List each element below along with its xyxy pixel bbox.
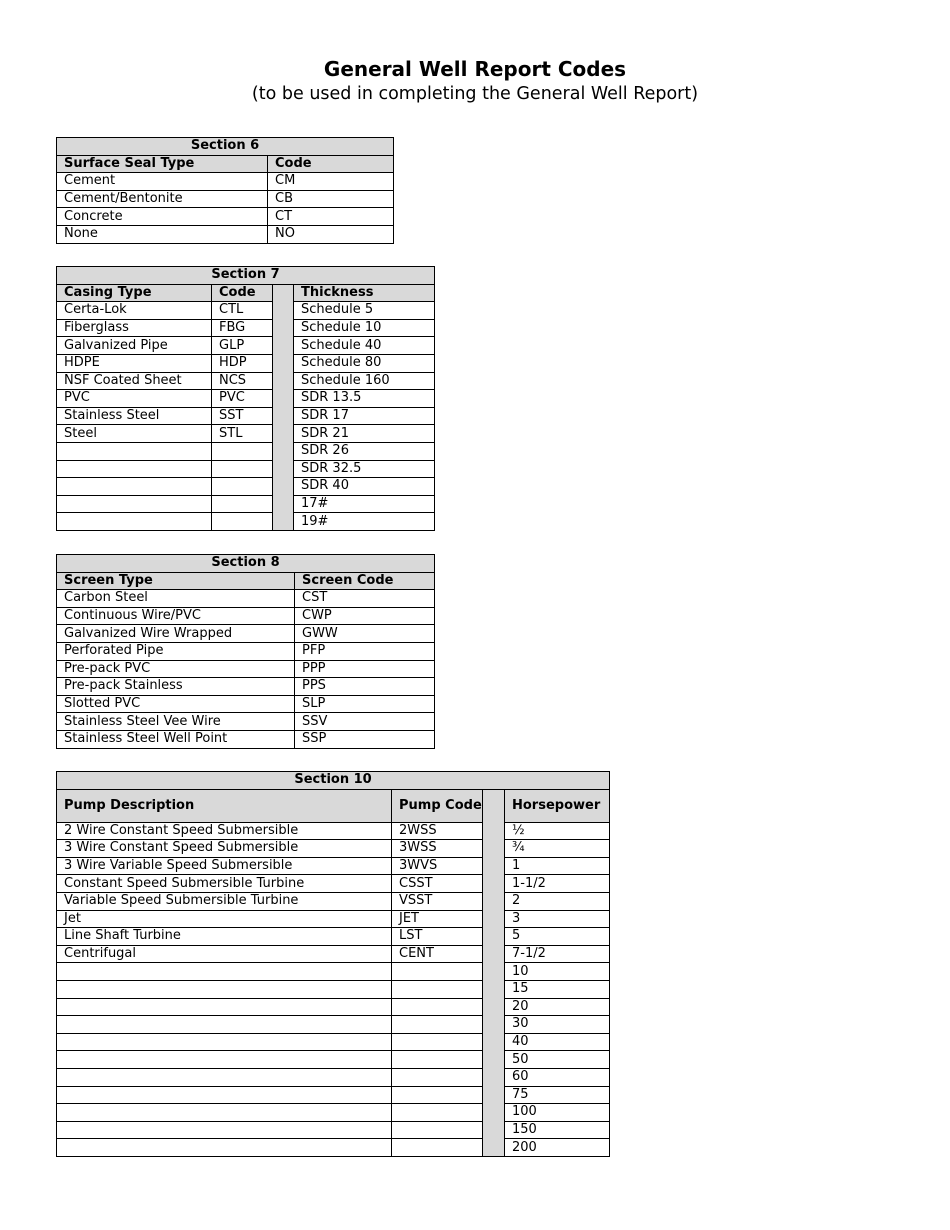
column-spacer (483, 980, 505, 998)
section-6-table (56, 137, 394, 244)
table-cell: Schedule 5 (294, 302, 435, 320)
table-row (57, 625, 435, 643)
table-row (57, 1104, 610, 1122)
table-row (57, 660, 435, 678)
table-row (57, 1051, 610, 1069)
table-cell: SDR 32.5 (294, 460, 435, 478)
column-spacer (483, 857, 505, 875)
table-cell: PVC (57, 390, 212, 408)
table-cell: NO (268, 225, 394, 243)
page-title: General Well Report Codes (323, 57, 627, 81)
table-row (57, 372, 435, 390)
table-cell: 17# (294, 495, 435, 513)
table-cell: CM (268, 173, 394, 191)
table-cell: Schedule 10 (294, 319, 435, 337)
table-cell: Schedule 160 (294, 372, 435, 390)
column-spacer (483, 1051, 505, 1069)
table-row (57, 822, 610, 840)
table-row (57, 442, 435, 460)
column-spacer (483, 789, 505, 822)
table-cell: Pre-pack Stainless (57, 678, 295, 696)
table-row (57, 495, 435, 513)
table-row (57, 857, 610, 875)
table-cell: CST (295, 590, 435, 608)
table-row (57, 1033, 610, 1051)
table-cell: 3 Wire Variable Speed Submersible (57, 857, 392, 875)
table-cell: Stainless Steel Well Point (57, 730, 295, 748)
table-cell (392, 998, 483, 1016)
table-cell (392, 963, 483, 981)
table-row (57, 302, 435, 320)
table-cell: SDR 40 (294, 478, 435, 496)
column-spacer (483, 928, 505, 946)
table-cell: CT (268, 208, 394, 226)
table-cell: Pre-pack PVC (57, 660, 295, 678)
table-cell: 40 (505, 1033, 610, 1051)
table-cell (57, 980, 392, 998)
table-cell (392, 1033, 483, 1051)
section-10-table (56, 771, 610, 1157)
header-horsepower: Horsepower (505, 789, 610, 822)
table-cell: Stainless Steel Vee Wire (57, 713, 295, 731)
table-cell (212, 513, 273, 531)
table-cell: 150 (505, 1121, 610, 1139)
column-spacer (273, 337, 294, 355)
table-cell: GWW (295, 625, 435, 643)
table-cell: SSP (295, 730, 435, 748)
table-cell: 75 (505, 1086, 610, 1104)
table-cell (57, 460, 212, 478)
table-cell: CB (268, 190, 394, 208)
table-cell (57, 998, 392, 1016)
table-row (57, 730, 435, 748)
table-cell (392, 1104, 483, 1122)
table-row (57, 225, 394, 243)
table-cell: NSF Coated Sheet (57, 372, 212, 390)
table-cell: 10 (505, 963, 610, 981)
table-cell: LST (392, 928, 483, 946)
table-cell: SLP (295, 695, 435, 713)
column-spacer (273, 302, 294, 320)
column-spacer (273, 513, 294, 531)
table-row (57, 963, 610, 981)
table-cell: Slotted PVC (57, 695, 295, 713)
column-spacer (483, 998, 505, 1016)
header-surface-seal-type: Surface Seal Type (57, 155, 268, 173)
table-cell: Concrete (57, 208, 268, 226)
table-cell: Galvanized Wire Wrapped (57, 625, 295, 643)
table-cell: CWP (295, 607, 435, 625)
table-cell (57, 442, 212, 460)
table-cell (392, 1051, 483, 1069)
table-cell: HDP (212, 354, 273, 372)
table-cell: 3WSS (392, 840, 483, 858)
table-cell: SST (212, 407, 273, 425)
table-cell: Variable Speed Submersible Turbine (57, 892, 392, 910)
table-row (57, 478, 435, 496)
table-row (57, 892, 610, 910)
table-cell: PFP (295, 642, 435, 660)
column-spacer (273, 495, 294, 513)
section-8-title: Section 8 (57, 555, 435, 573)
table-cell: 30 (505, 1016, 610, 1034)
column-spacer (483, 1086, 505, 1104)
table-cell: 2 (505, 892, 610, 910)
table-cell: None (57, 225, 268, 243)
table-row (57, 1086, 610, 1104)
table-cell: Schedule 80 (294, 354, 435, 372)
table-cell: HDPE (57, 354, 212, 372)
table-cell: Certa-Lok (57, 302, 212, 320)
table-cell: Cement (57, 173, 268, 191)
table-cell: SSV (295, 713, 435, 731)
table-row (57, 945, 610, 963)
table-row (57, 607, 435, 625)
header-casing-type: Casing Type (57, 284, 212, 302)
table-cell (392, 1068, 483, 1086)
column-spacer (273, 425, 294, 443)
table-cell: 2 Wire Constant Speed Submersible (57, 822, 392, 840)
table-cell (392, 1139, 483, 1157)
table-cell (392, 1086, 483, 1104)
table-cell: PVC (212, 390, 273, 408)
table-row (57, 513, 435, 531)
header-screen-type: Screen Type (57, 572, 295, 590)
table-row (57, 695, 435, 713)
table-cell: 2WSS (392, 822, 483, 840)
table-cell: 100 (505, 1104, 610, 1122)
table-cell (57, 1033, 392, 1051)
section-8-table (56, 554, 435, 749)
table-row (57, 642, 435, 660)
table-cell: 3WVS (392, 857, 483, 875)
table-cell: 15 (505, 980, 610, 998)
column-spacer (483, 892, 505, 910)
table-row (57, 319, 435, 337)
table-row (57, 840, 610, 858)
table-cell: 3 Wire Constant Speed Submersible (57, 840, 392, 858)
table-row (57, 390, 435, 408)
header-code: Code (268, 155, 394, 173)
table-cell: ½ (505, 822, 610, 840)
table-row (57, 980, 610, 998)
table-cell (212, 495, 273, 513)
column-spacer (273, 284, 294, 302)
table-row (57, 1139, 610, 1157)
table-row (57, 678, 435, 696)
header-pump-code: Pump Code (392, 789, 483, 822)
column-spacer (273, 319, 294, 337)
table-cell: STL (212, 425, 273, 443)
table-row (57, 190, 394, 208)
table-row (57, 928, 610, 946)
table-cell: Centrifugal (57, 945, 392, 963)
table-cell: FBG (212, 319, 273, 337)
table-cell: PPP (295, 660, 435, 678)
table-cell: 5 (505, 928, 610, 946)
column-spacer (273, 407, 294, 425)
table-cell: 7-1/2 (505, 945, 610, 963)
column-spacer (273, 478, 294, 496)
column-spacer (273, 372, 294, 390)
table-cell (57, 1139, 392, 1157)
table-cell (57, 1051, 392, 1069)
column-spacer (273, 460, 294, 478)
table-cell: 50 (505, 1051, 610, 1069)
header-thickness: Thickness (294, 284, 435, 302)
table-cell: PPS (295, 678, 435, 696)
column-spacer (483, 910, 505, 928)
column-spacer (273, 390, 294, 408)
table-cell (212, 478, 273, 496)
table-row (57, 337, 435, 355)
table-cell: Perforated Pipe (57, 642, 295, 660)
table-cell: Continuous Wire/PVC (57, 607, 295, 625)
table-row (57, 1068, 610, 1086)
table-row (57, 208, 394, 226)
column-spacer (483, 840, 505, 858)
column-spacer (483, 1016, 505, 1034)
table-row (57, 425, 435, 443)
table-cell (212, 460, 273, 478)
table-cell: Jet (57, 910, 392, 928)
table-row (57, 590, 435, 608)
header-code: Code (212, 284, 273, 302)
section-7-title: Section 7 (57, 267, 435, 285)
header-screen-code: Screen Code (295, 572, 435, 590)
column-spacer (483, 1139, 505, 1157)
section-7-table (56, 266, 435, 531)
table-cell (57, 963, 392, 981)
table-cell: CSST (392, 875, 483, 893)
table-cell (57, 1104, 392, 1122)
column-spacer (483, 1104, 505, 1122)
table-cell: ¾ (505, 840, 610, 858)
table-cell: SDR 13.5 (294, 390, 435, 408)
column-spacer (483, 875, 505, 893)
table-cell: 200 (505, 1139, 610, 1157)
table-cell: 1-1/2 (505, 875, 610, 893)
page-subtitle: (to be used in completing the General Well Report) (251, 84, 699, 104)
table-row (57, 998, 610, 1016)
table-cell (57, 1121, 392, 1139)
table-row (57, 1121, 610, 1139)
table-row (57, 1016, 610, 1034)
table-cell: 19# (294, 513, 435, 531)
table-row (57, 173, 394, 191)
table-row (57, 407, 435, 425)
section-6-title: Section 6 (57, 138, 394, 156)
table-cell: CENT (392, 945, 483, 963)
table-cell (57, 1086, 392, 1104)
column-spacer (483, 1121, 505, 1139)
table-cell: Galvanized Pipe (57, 337, 212, 355)
table-cell: SDR 17 (294, 407, 435, 425)
table-cell (57, 513, 212, 531)
table-cell: Line Shaft Turbine (57, 928, 392, 946)
table-cell (392, 1016, 483, 1034)
table-cell: Stainless Steel (57, 407, 212, 425)
table-cell (57, 1016, 392, 1034)
table-cell (392, 1121, 483, 1139)
table-cell (57, 478, 212, 496)
table-cell: SDR 26 (294, 442, 435, 460)
column-spacer (483, 1033, 505, 1051)
table-row (57, 713, 435, 731)
table-cell: Cement/Bentonite (57, 190, 268, 208)
table-cell: 60 (505, 1068, 610, 1086)
table-row (57, 460, 435, 478)
table-cell: VSST (392, 892, 483, 910)
table-cell (57, 1068, 392, 1086)
column-spacer (483, 963, 505, 981)
table-cell: 20 (505, 998, 610, 1016)
table-row (57, 875, 610, 893)
table-cell (392, 980, 483, 998)
table-row (57, 354, 435, 372)
column-spacer (483, 945, 505, 963)
table-cell: Steel (57, 425, 212, 443)
table-row (57, 910, 610, 928)
table-cell (212, 442, 273, 460)
column-spacer (273, 442, 294, 460)
table-cell: 3 (505, 910, 610, 928)
table-cell: NCS (212, 372, 273, 390)
section-10-title: Section 10 (57, 772, 610, 790)
table-cell: Schedule 40 (294, 337, 435, 355)
table-cell: CTL (212, 302, 273, 320)
column-spacer (483, 1068, 505, 1086)
table-cell: GLP (212, 337, 273, 355)
table-cell (57, 495, 212, 513)
column-spacer (273, 354, 294, 372)
table-cell: Carbon Steel (57, 590, 295, 608)
table-cell: JET (392, 910, 483, 928)
column-spacer (483, 822, 505, 840)
header-pump-description: Pump Description (57, 789, 392, 822)
table-cell: 1 (505, 857, 610, 875)
table-cell: Fiberglass (57, 319, 212, 337)
table-cell: SDR 21 (294, 425, 435, 443)
table-cell: Constant Speed Submersible Turbine (57, 875, 392, 893)
